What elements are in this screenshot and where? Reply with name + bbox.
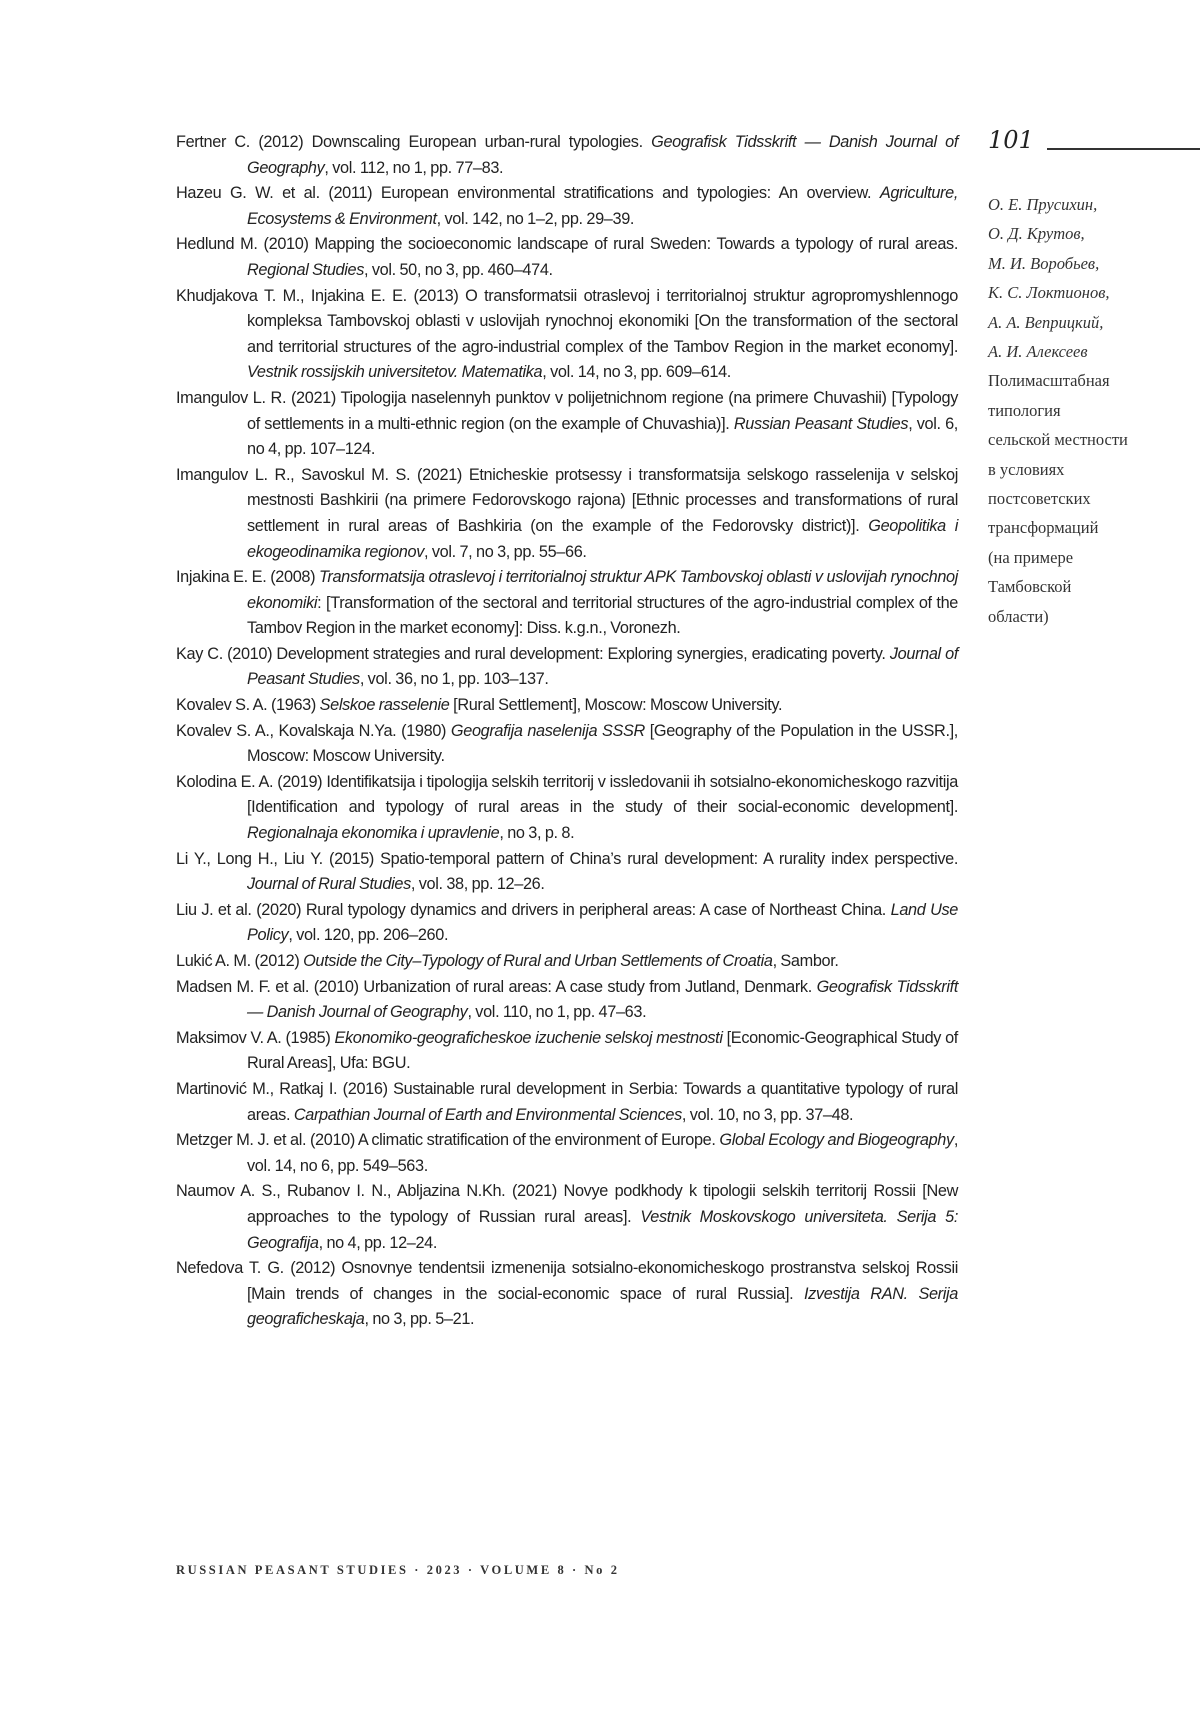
reference-source-title: Regional Studies [247, 261, 364, 279]
sidebar-article-title: Тамбовской [988, 572, 1198, 601]
reference-entry [176, 949, 958, 975]
reference-text: Lukić A. M. (2012) [176, 952, 303, 970]
sidebar-author: М. И. Воробьев, [988, 249, 1198, 278]
reference-text: , vol. 38, pp. 12–26. [411, 875, 545, 893]
reference-entry [176, 898, 958, 949]
reference-entry [176, 1256, 958, 1333]
reference-text: , vol. 36, no 1, pp. 103–137. [360, 670, 549, 688]
reference-text: Nefedova T. G. (2012) Osnovnye tendentsii izmenenija sotsialno-ekonomicheskogo prostranstva selskoj Rossii [Main trends of changes in the social-economic space of rural Russia]. [176, 1259, 958, 1303]
sidebar-article-title: постсоветских [988, 484, 1198, 513]
reference-text: Naumov A. S., Rubanov I. N., Abljazina N.Kh. (2021) Novye podkhody k tipologii selskih territorij Rossii [New approaches to the typology of Russian rural areas]. [176, 1182, 958, 1226]
reference-text: , no 3, p. 8. [499, 824, 574, 842]
reference-text: [Rural Settlement], Moscow: Moscow University. [449, 696, 782, 714]
reference-entry [176, 1026, 958, 1077]
reference-text: Kovalev S. A. (1963) [176, 696, 320, 714]
sidebar-author: О. Е. Прусихин, [988, 190, 1198, 219]
reference-entry [176, 770, 958, 847]
reference-text: : [Transformation of the sectoral and territorial structures of the agro-industrial complex of the Tambov Region in the market economy]: Diss. k.g.n., Voronezh. [247, 594, 958, 638]
reference-source-title: Vestnik Moskovskogo universiteta. Serija 5: Geografija [247, 1208, 958, 1252]
reference-text: , vol. 6, no 4, pp. 107–124. [247, 415, 958, 459]
reference-text: , vol. 7, no 3, pp. 55–66. [424, 543, 587, 561]
reference-entry [176, 975, 958, 1026]
reference-entry [176, 1077, 958, 1128]
reference-entry [176, 719, 958, 770]
reference-entry [176, 847, 958, 898]
reference-source-title: Land Use Policy [247, 901, 958, 945]
reference-text: , vol. 10, no 3, pp. 37–48. [682, 1106, 853, 1124]
reference-text: Madsen M. F. et al. (2010) Urbanization of rural areas: A case study from Jutland, Denmark. [176, 978, 817, 996]
reference-entry [176, 642, 958, 693]
header-rule [1047, 148, 1200, 150]
reference-source-title: Geografija naselenija SSSR [451, 722, 645, 740]
reference-text: Imangulov L. R. (2021) Tipologija naselennyh punktov v polijetnichnom regione (na primere Chuvashii) [Typology of settlements in a multi-ethnic region (on the example of Chuvashia)]. [176, 389, 958, 433]
reference-text: Imangulov L. R., Savoskul M. S. (2021) Etnicheskie protsessy i transformatsija selskogo rasselenija v selskoj mestnosti Bashkirii (na primere Fedorovskogo rajona) [Ethnic processes and transformations of rural settlement in rural areas of Bashkiria (on the example of the Fedorovsky district)]. [176, 466, 958, 535]
sidebar-article-title: трансформаций [988, 513, 1198, 542]
reference-source-title: Geografisk Tidsskrift — Danish Journal of Geography [247, 133, 958, 177]
reference-text: Khudjakova T. M., Injakina E. E. (2013) O transformatsii otraslevoj i territorialnoj struktur agropromyshlennogo kompleksa Tambovskoj oblasti v uslovijah rynochnoj ekonomiki [On the transformation of the sectoral and territorial structures of the agro-industrial complex of the Tambov Region in the market economy]. [176, 287, 958, 356]
reference-list [176, 130, 958, 1333]
reference-source-title: Ekonomiko-geograficheskoe izuchenie selskoj mestnosti [334, 1029, 722, 1047]
reference-text: Li Y., Long H., Liu Y. (2015) Spatio-temporal pattern of China’s rural development: A rurality index perspective. [176, 850, 958, 868]
reference-text: [Geography of the Population in the USSR.], Moscow: Moscow University. [247, 722, 958, 766]
sidebar-author: К. С. Локтионов, [988, 278, 1198, 307]
reference-entry [176, 565, 958, 642]
reference-source-title: Journal of Peasant Studies [247, 645, 958, 689]
reference-text: , no 3, pp. 5–21. [365, 1310, 475, 1328]
reference-text: Metzger M. J. et al. (2010) A climatic stratification of the environment of Europe. [176, 1131, 719, 1149]
reference-text: , vol. 110, no 1, pp. 47–63. [467, 1003, 646, 1021]
reference-source-title: Vestnik rossijskih universitetov. Matematika [247, 363, 542, 381]
reference-text: [Economic-Geographical Study of Rural Areas], Ufa: BGU. [247, 1029, 958, 1073]
reference-source-title: Regionalnaja ekonomika i upravlenie [247, 824, 499, 842]
sidebar-article-title: Полимасштабная [988, 366, 1198, 395]
reference-text: , Sambor. [773, 952, 839, 970]
reference-source-title: Agriculture, Ecosystems & Environment [247, 184, 958, 228]
reference-source-title: Carpathian Journal of Earth and Environmental Sciences [294, 1106, 682, 1124]
reference-source-title: Journal of Rural Studies [247, 875, 411, 893]
reference-text: , vol. 142, no 1–2, pp. 29–39. [437, 210, 634, 228]
reference-entry [176, 693, 958, 719]
reference-entry [176, 284, 958, 386]
reference-source-title: Transformatsija otraslevoj i territorialnoj struktur APK Tambovskoj oblasti v uslovijah rynochnoj ekonomiki [247, 568, 958, 612]
sidebar-author: О. Д. Крутов, [988, 219, 1198, 248]
reference-entry [176, 232, 958, 283]
reference-text: , vol. 14, no 3, pp. 609–614. [542, 363, 731, 381]
sidebar-article-title: области) [988, 602, 1198, 631]
reference-entry [176, 1128, 958, 1179]
reference-text: Maksimov V. A. (1985) [176, 1029, 334, 1047]
reference-text: , vol. 14, no 6, pp. 549–563. [247, 1131, 958, 1175]
sidebar-author: А. А. Веприцкий, [988, 308, 1198, 337]
reference-text: Liu J. et al. (2020) Rural typology dynamics and drivers in peripheral areas: A case of Northeast China. [176, 901, 891, 919]
sidebar-article-title: сельской местности [988, 425, 1198, 454]
reference-source-title: Geopolitika i ekogeodinamika regionov [247, 517, 958, 561]
reference-text: Martinović M., Ratkaj I. (2016) Sustainable rural development in Serbia: Towards a quantitative typology of rural areas. [176, 1080, 958, 1124]
sidebar-article-title: типология [988, 396, 1198, 425]
sidebar-article-title: в условиях [988, 455, 1198, 484]
sidebar-article-title: (на примере [988, 543, 1198, 572]
journal-footer: RUSSIAN PEASANT STUDIES · 2023 · VOLUME 8 · No 2 [176, 1563, 620, 1578]
reference-text: , vol. 112, no 1, pp. 77–83. [324, 159, 503, 177]
reference-source-title: Outside the City–Typology of Rural and Urban Settlements of Croatia [303, 952, 772, 970]
reference-entry [176, 386, 958, 463]
reference-text: Kay C. (2010) Development strategies and rural development: Exploring synergies, eradicating poverty. [176, 645, 890, 663]
reference-text: Kolodina E. A. (2019) Identifikatsija i tipologija selskih territorij v issledovanii ih sotsialno-ekonomicheskogo razvitija [Identification and typology of rural areas in the study of their social-economic development]. [176, 773, 958, 817]
reference-source-title: Izvestija RAN. Serija geograficheskaja [247, 1285, 958, 1329]
reference-source-title: Russian Peasant Studies [734, 415, 908, 433]
reference-entry [176, 181, 958, 232]
reference-text: Fertner C. (2012) Downscaling European urban-rural typologies. [176, 133, 651, 151]
reference-source-title: Selskoe rasselenie [320, 696, 450, 714]
reference-entry [176, 1179, 958, 1256]
running-sidebar [988, 190, 1198, 631]
reference-text: , vol. 50, no 3, pp. 460–474. [364, 261, 553, 279]
reference-text: Hedlund M. (2010) Mapping the socioeconomic landscape of rural Sweden: Towards a typology of rural areas. [176, 235, 958, 253]
reference-text: Kovalev S. A., Kovalskaja N.Ya. (1980) [176, 722, 451, 740]
sidebar-author: А. И. Алексеев [988, 337, 1198, 366]
page-number: 101 [988, 126, 1034, 154]
reference-text: , no 4, pp. 12–24. [319, 1234, 437, 1252]
reference-entry [176, 463, 958, 565]
reference-source-title: Global Ecology and Biogeography [719, 1131, 953, 1149]
reference-entry [176, 130, 958, 181]
reference-text: Hazeu G. W. et al. (2011) European environmental stratifications and typologies: An overview. [176, 184, 880, 202]
reference-text: Injakina E. E. (2008) [176, 568, 319, 586]
reference-text: , vol. 120, pp. 206–260. [288, 926, 448, 944]
reference-source-title: Geografisk Tidsskrift — Danish Journal of Geography [247, 978, 958, 1022]
